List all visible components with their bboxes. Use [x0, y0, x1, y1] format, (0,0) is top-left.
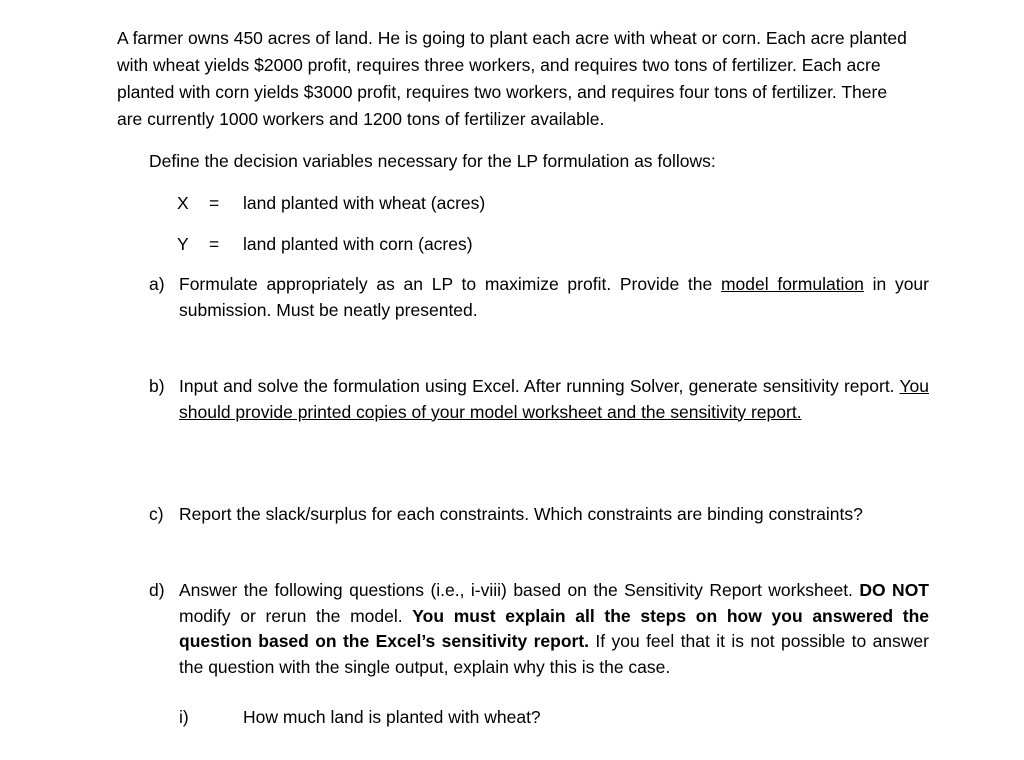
question-c-text: Report the slack/surplus for each constraints. Which constraints are binding constraints? — [179, 504, 863, 524]
question-d-text-part: If you feel that it is not possible to answer the question with the single output, explain why this is the case. — [179, 631, 929, 677]
question-d-text — [179, 578, 929, 680]
variable-name: Y — [177, 234, 189, 254]
question-c-label: c) — [149, 504, 164, 524]
question-d-bold: You must explain all the steps on how you answered the question based on the Excel’s sensitivity report. — [179, 605, 930, 651]
question-b-text — [179, 374, 929, 425]
question-b-text-part: Input and solve the formulation using Excel. After running Solver, generate sensitivity report. — [179, 376, 900, 396]
question-b-underlined: You should provide printed copies of your model worksheet and the sensitivity report. — [179, 376, 929, 422]
question-a-text-part: in your submission. Must be neatly presented. — [179, 274, 929, 320]
question-b-label: b) — [149, 376, 165, 396]
question-a-text-part: Formulate appropriately as an LP to maximize profit. Provide the — [179, 274, 721, 294]
question-d-text-part: modify or rerun the model. — [179, 605, 413, 626]
problem-intro: A farmer owns 450 acres of land. He is going to plant each acre with wheat or corn. Each acre planted with wheat yields $2000 profit, requires three workers, and requires two tons of fertilizer. Each acre planted with corn yields $3000 profit, requires two workers, and requires four tons of fertilizer. There are currently 1000 workers and 1200 tons of fertilizer available. — [117, 28, 907, 129]
question-a-label: a) — [149, 274, 165, 294]
variable-equals: = — [209, 193, 220, 213]
variable-description: land planted with corn (acres) — [243, 234, 473, 254]
question-d-label: d) — [149, 580, 165, 600]
variable-name: X — [177, 193, 189, 213]
subquestion-i-text: How much land is planted with wheat? — [243, 707, 541, 727]
question-a-underlined: model formulation — [720, 274, 864, 294]
subquestion-i-label: i) — [179, 707, 189, 727]
variable-description: land planted with wheat (acres) — [243, 193, 486, 213]
variable-equals: = — [209, 234, 220, 254]
question-d-bold: DO NOT — [859, 580, 929, 600]
question-d-text-part: Answer the following questions (i.e., i-viii) based on the Sensitivity Report worksheet. — [179, 580, 860, 600]
define-variables-text: Define the decision variables necessary for the LP formulation as follows: — [149, 151, 716, 171]
question-a-text — [179, 272, 929, 323]
